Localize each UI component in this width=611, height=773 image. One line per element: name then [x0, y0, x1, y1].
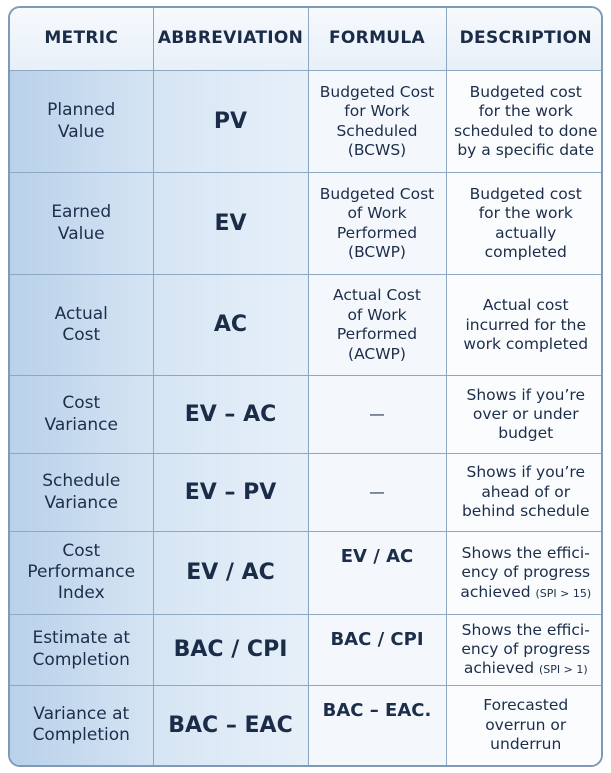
- description-line: Budgeted cost: [469, 82, 582, 101]
- formula-line: of Work: [347, 204, 407, 223]
- description-line: achieved: [463, 659, 535, 678]
- metric-line: Variance at: [33, 704, 130, 725]
- table-row: [10, 454, 603, 532]
- description-line: incurred for the: [465, 315, 587, 334]
- description-cell: [446, 685, 603, 765]
- metric-line: Actual: [54, 303, 108, 324]
- abbreviation-cell: [153, 71, 308, 173]
- formula-line: Actual Cost: [333, 286, 421, 305]
- metric-line: Cost: [62, 393, 101, 414]
- metric-cell: [10, 376, 153, 454]
- metric-cell: [10, 531, 153, 614]
- abbreviation-cell: [153, 685, 308, 765]
- description-line: scheduled to done: [454, 121, 598, 140]
- metric-line: Completion: [32, 725, 130, 746]
- description-line: Shows if you’re: [466, 463, 585, 482]
- metric-line: Index: [57, 583, 105, 604]
- formula-line: Budgeted Cost: [319, 184, 435, 203]
- formula-line: —: [369, 404, 385, 423]
- table-row: [10, 376, 603, 454]
- formula-line: of Work: [347, 305, 407, 324]
- abbreviation-text: EV / AC: [186, 560, 275, 586]
- description-line: for the work: [478, 204, 573, 223]
- metric-cell: [10, 685, 153, 765]
- abbreviation-text: EV: [214, 210, 247, 236]
- metric-line: Earned: [51, 202, 112, 223]
- formula-cell: [308, 614, 446, 685]
- formula-line: Performed: [336, 223, 418, 242]
- metric-line: Performance: [27, 562, 136, 583]
- formula-line: (BCWP): [348, 243, 406, 262]
- abbreviation-text: EV – PV: [184, 479, 277, 505]
- table-row: [10, 531, 603, 614]
- description-line: underrun: [490, 734, 562, 753]
- description-line: Shows if you’re: [466, 385, 585, 404]
- metric-cell: [10, 173, 153, 275]
- metric-line: Schedule: [42, 471, 121, 492]
- metric-line: Variance: [44, 414, 118, 435]
- description-line: ency of progress: [461, 563, 591, 582]
- formula-line: Scheduled: [336, 121, 418, 140]
- description-line: Shows the effici-: [461, 620, 590, 639]
- header-description: DESCRIPTION: [446, 8, 603, 71]
- description-line: overrun or: [485, 715, 567, 734]
- abbreviation-text: EV – AC: [184, 401, 277, 427]
- formula-line: Budgeted Cost: [319, 82, 435, 101]
- table-row: [10, 173, 603, 275]
- description-line: achieved: [460, 582, 531, 601]
- formula-line: EV / AC: [340, 545, 414, 567]
- evm-metrics-table: [10, 8, 603, 765]
- description-line: for the work: [478, 102, 573, 121]
- table-row: [10, 71, 603, 173]
- header-formula: FORMULA: [308, 8, 446, 71]
- description-cell: [446, 531, 603, 614]
- formula-cell: [308, 454, 446, 532]
- description-cell: [446, 275, 603, 376]
- header-metric: METRIC: [10, 8, 153, 71]
- table-row: [10, 685, 603, 765]
- metric-cell: [10, 454, 153, 532]
- metric-cell: [10, 71, 153, 173]
- metric-line: Cost: [62, 540, 101, 561]
- metric-line: Value: [57, 223, 105, 244]
- table-row: [10, 614, 603, 685]
- abbreviation-text: AC: [213, 312, 248, 338]
- description-note: (SPI > 1): [539, 663, 588, 677]
- formula-cell: [308, 531, 446, 614]
- abbreviation-text: BAC / CPI: [173, 636, 288, 662]
- metric-line: Cost: [62, 325, 101, 346]
- description-line: completed: [484, 243, 567, 262]
- metric-cell: [10, 614, 153, 685]
- description-cell: [446, 71, 603, 173]
- description-line: behind schedule: [461, 502, 590, 521]
- description-line: work completed: [463, 334, 589, 353]
- abbreviation-cell: [153, 614, 308, 685]
- description-cell: [446, 173, 603, 275]
- formula-line: (ACWP): [348, 344, 406, 363]
- description-cell: [446, 454, 603, 532]
- abbreviation-cell: [153, 173, 308, 275]
- metric-line: Variance: [44, 492, 118, 513]
- formula-line: for Work: [344, 102, 410, 121]
- table-row: [10, 275, 603, 376]
- formula-line: —: [369, 482, 385, 501]
- formula-line: Performed: [336, 325, 418, 344]
- description-line: Forecasted: [483, 696, 569, 715]
- formula-cell: [308, 173, 446, 275]
- formula-line: (BCWS): [347, 140, 407, 159]
- abbreviation-cell: [153, 454, 308, 532]
- formula-cell: [308, 685, 446, 765]
- metric-line: Planned: [47, 100, 116, 121]
- description-line: budget: [498, 424, 554, 443]
- metric-cell: [10, 275, 153, 376]
- abbreviation-cell: [153, 376, 308, 454]
- description-line: actually: [495, 223, 557, 242]
- abbreviation-text: PV: [213, 108, 248, 134]
- description-note: (SPI > 15): [535, 586, 592, 600]
- description-line: Shows the effici-: [461, 543, 590, 562]
- metric-line: Estimate at: [32, 628, 131, 649]
- description-line: Actual cost: [482, 296, 569, 315]
- header-row: [10, 8, 603, 71]
- metric-line: Completion: [32, 649, 130, 670]
- formula-cell: [308, 71, 446, 173]
- description-line: ahead of or: [481, 482, 571, 501]
- description-line: by a specific date: [457, 140, 595, 159]
- description-cell: [446, 614, 603, 685]
- description-cell: [446, 376, 603, 454]
- formula-line: BAC – EAC.: [322, 699, 432, 721]
- metric-line: Value: [57, 121, 105, 142]
- abbreviation-cell: [153, 275, 308, 376]
- formula-line: BAC / CPI: [330, 628, 424, 650]
- description-line: ency of progress: [461, 640, 591, 658]
- abbreviation-cell: [153, 531, 308, 614]
- description-line: Budgeted cost: [469, 184, 582, 203]
- abbreviation-text: BAC – EAC: [168, 712, 293, 738]
- header-abbreviation: ABBREVIATION: [153, 8, 308, 71]
- formula-cell: [308, 376, 446, 454]
- formula-cell: [308, 275, 446, 376]
- description-line: over or under: [472, 404, 579, 423]
- metrics-table-frame: [8, 6, 603, 767]
